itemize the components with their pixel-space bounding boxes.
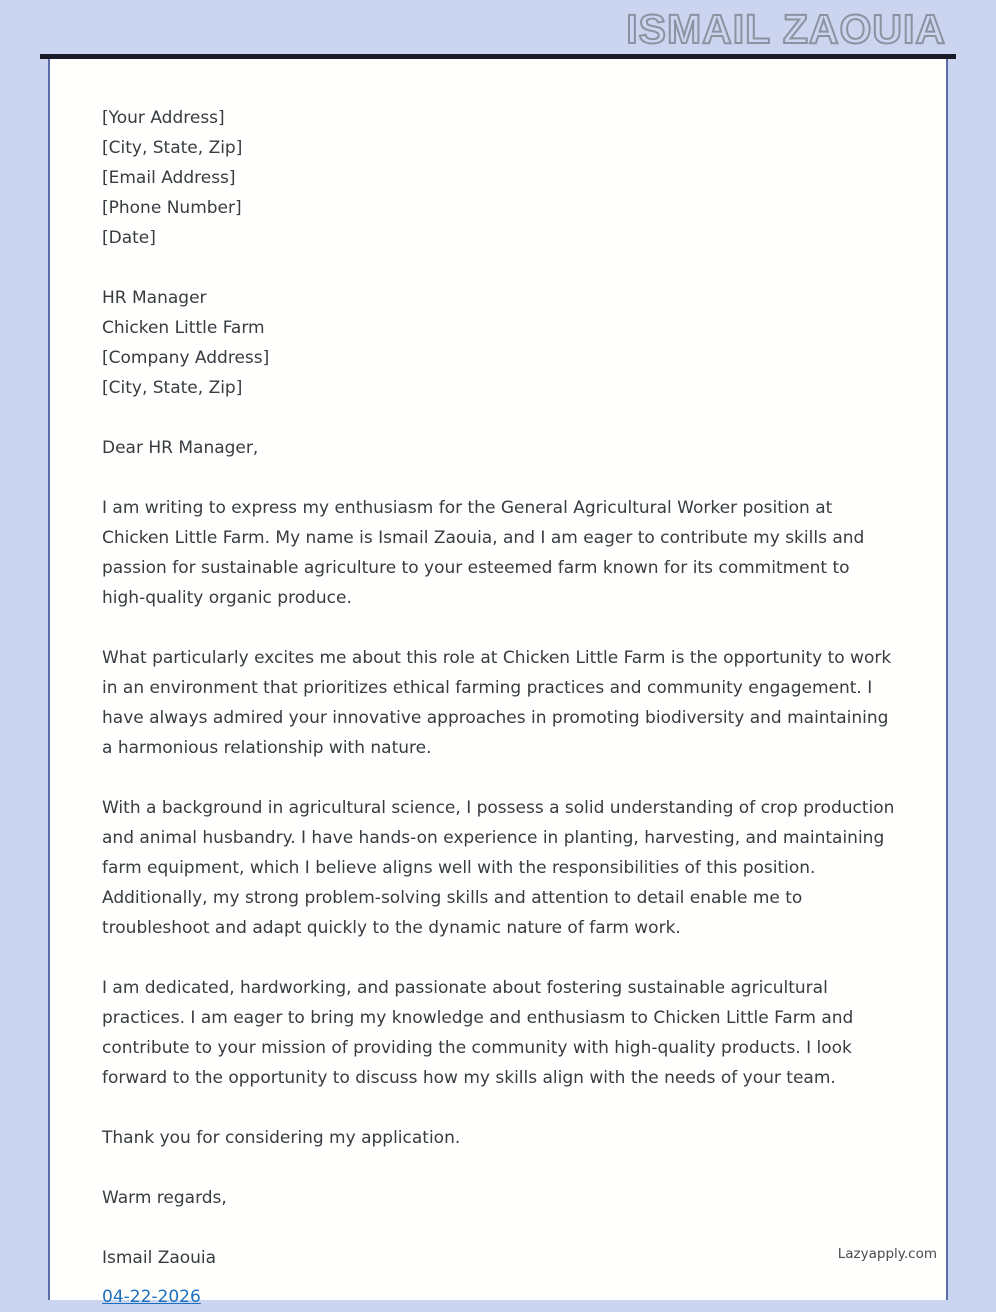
recipient-company-line: Chicken Little Farm <box>102 318 265 338</box>
watermark-lazyapply: Lazyapply.com <box>837 1246 937 1262</box>
paragraph-experience: With a background in agricultural science, I possess a solid understanding of crop production and animal husbandry. I have hands-on experience in planting, harvesting, and maintaining farm equipment, which I believe aligns well with the responsibilities of this position. Additionally, my strong problem-solving skills and attention to detail enable me to troubleshoot and adapt quickly to the dynamic nature of farm work. <box>102 798 895 938</box>
sender-block <box>102 103 896 253</box>
salutation: Dear HR Manager, <box>102 438 259 458</box>
recipient-title-line: HR Manager <box>102 288 207 308</box>
sender-date-line: [Date] <box>102 228 156 248</box>
paragraph-commitment: I am dedicated, hardworking, and passionate about fostering sustainable agricultural practices. I am eager to bring my knowledge and enthusiasm to Chicken Little Farm and contribute to your mission of providing the community with high-quality products. I look forward to the opportunity to discuss how my skills align with the needs of your team. <box>102 978 854 1088</box>
thanks-line: Thank you for considering my application. <box>102 1128 461 1148</box>
signature-name: Ismail Zaouia <box>102 1248 217 1268</box>
sender-email-line: [Email Address] <box>102 168 236 188</box>
recipient-address-line: [Company Address] <box>102 348 270 368</box>
letter-page <box>48 59 948 1307</box>
sender-phone-line: [Phone Number] <box>102 198 242 218</box>
sender-address-line: [Your Address] <box>102 108 225 128</box>
paragraph-intro: I am writing to express my enthusiasm for the General Agricultural Worker position at Chicken Little Farm. My name is Ismail Zaouia, and I am eager to contribute my skills and passion for sustainable agriculture to your esteemed farm known for its commitment to high-quality organic produce. <box>102 498 865 608</box>
recipient-block <box>102 283 896 403</box>
recipient-city-line: [City, State, Zip] <box>102 378 243 398</box>
date-link[interactable]: 04-22-2026 <box>102 1287 201 1307</box>
paragraph-motivation: What particularly excites me about this role at Chicken Little Farm is the opportunity to work in an environment that prioritizes ethical farming practices and community engagement. I have always admired your innovative approaches in promoting biodiversity and maintaining a harmonious relationship with nature. <box>102 648 892 758</box>
header-name: ISMAIL ZAOUIA <box>626 6 946 52</box>
sender-city-line: [City, State, Zip] <box>102 138 243 158</box>
closing-line: Warm regards, <box>102 1188 227 1208</box>
